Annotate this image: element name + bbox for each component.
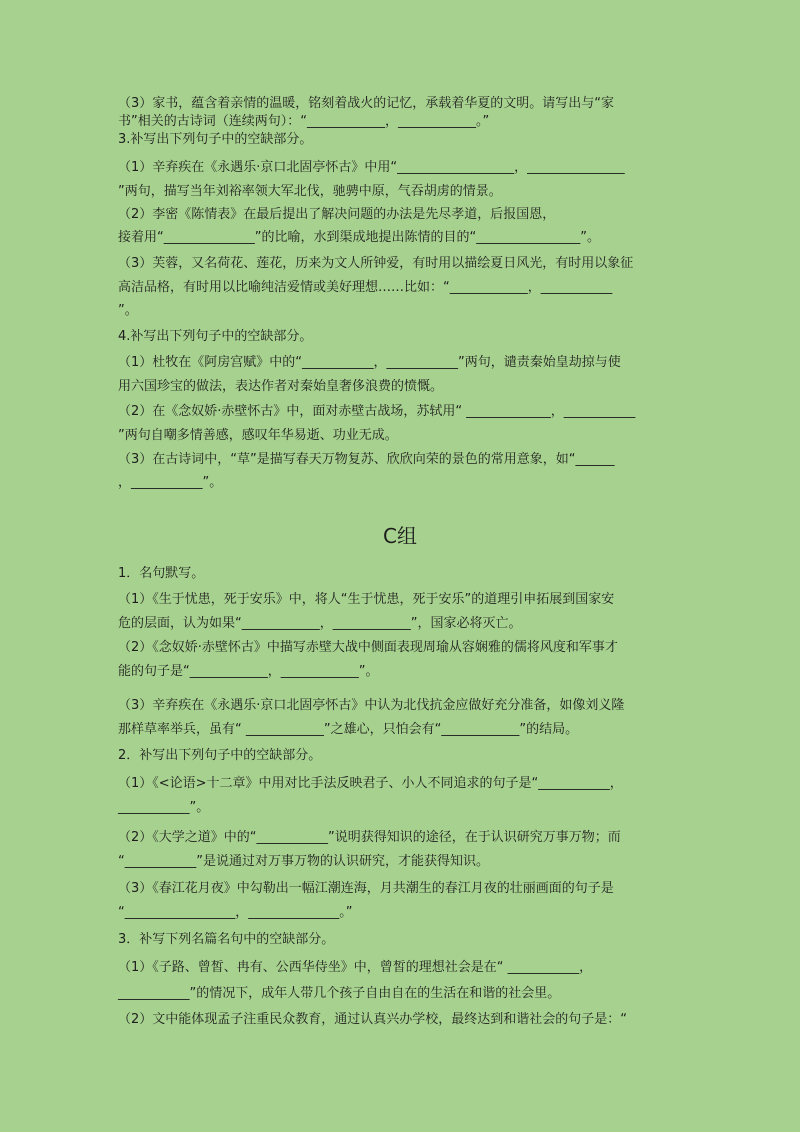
text-line: （1）辛弃疾在《永遇乐·京口北固亭怀古》中用“__________________，_______________ bbox=[118, 160, 625, 175]
text-line: （2）《念奴娇·赤壁怀古》中描写赤壁大战中侧面表现周瑜从容娴雅的儒将风度和军事才 bbox=[118, 640, 618, 655]
text-line: 危的层面，认为如果“____________，____________”，国家必将灭亡。 bbox=[118, 616, 522, 631]
text-line: （2）《大学之道》中的“___________”说明获得知识的途径，在于认识研究万事万物；而 bbox=[118, 830, 621, 845]
text-line: （1）杜牧在《阿房宫赋》中的“___________，___________”两句，谴责秦始皇劫掠与使 bbox=[118, 355, 621, 370]
text-line: ___________”。 bbox=[118, 800, 210, 815]
text-line: （2）李密《陈情表》在最后提出了解决问题的办法是先尽孝道，后报国恩， bbox=[118, 207, 556, 222]
text-line: ”两句自嘲多情善感，感叹年华易逝、功业无成。 bbox=[118, 428, 398, 443]
text-line: “_________________，______________。” bbox=[118, 905, 353, 920]
question-heading: 3．补写下列名篇名句中的空缺部分。 bbox=[118, 932, 335, 947]
question-heading: 2．补写出下列句子中的空缺部分。 bbox=[118, 748, 322, 763]
text-line: （3）芙蓉，又名荷花、莲花，历来为文人所钟爱，有时用以描绘夏日风光，有时用以象征 bbox=[118, 256, 634, 271]
text-line: ___________”的情况下，成年人带几个孩子自由自在的生活在和谐的社会里。 bbox=[118, 986, 561, 1001]
text-line: （1）《<论语>十二章》中用对比手法反映君子、小人不同追求的句子是“___________， bbox=[118, 776, 623, 791]
question-heading: 4.补写出下列句子中的空缺部分。 bbox=[118, 329, 313, 344]
text-line: 高洁品格，有时用以比喻纯洁爱情或美好理想……比如：“____________，___________ bbox=[118, 280, 613, 295]
text-line: （1）《生于忧患，死于安乐》中，将人“生于忧患，死于安乐”的道理引申拓展到国家安 bbox=[118, 592, 615, 607]
text-line: 用六国珍宝的做法，表达作者对秦始皇奢侈浪费的愤慨。 bbox=[118, 379, 444, 394]
text-line: 接着用“______________”的比喻，水到渠成地提出陈情的目的“________________”。 bbox=[118, 230, 600, 245]
text-line: ，___________”。 bbox=[118, 475, 223, 490]
text-line: “___________”是说通过对万事万物的认识研究，才能获得知识。 bbox=[118, 854, 489, 869]
text-line: （3）《春江花月夜》中勾勒出一幅江潮连海，月共潮生的春江月夜的壮丽画面的句子是 bbox=[118, 881, 614, 896]
text-line: 能的句子是“____________，____________”。 bbox=[118, 664, 379, 679]
text-line: （3）在古诗词中，“草”是描写春天万物复苏、欣欣向荣的景色的常用意象，如“______ bbox=[118, 452, 615, 467]
question-heading: 3.补写出下列句子中的空缺部分。 bbox=[118, 132, 313, 147]
text-line: （2）文中能体现孟子注重民众教育，通过认真兴办学校，最终达到和谐社会的句子是：“ bbox=[118, 1012, 628, 1027]
question-heading: 1．名句默写。 bbox=[118, 566, 205, 581]
text-line: （3）辛弃疾在《永遇乐·京口北固亭怀古》中认为北伐抗金应做好充分准备，如像刘义隆 bbox=[118, 698, 625, 713]
text-line: （1）《子路、曾皙、冉有、公西华侍坐》中，曾皙的理想社会是在“ ___________， bbox=[118, 960, 593, 975]
text-line: （2）在《念奴娇·赤壁怀古》中，面对赤壁古战场，苏轼用“ _____________，___________ bbox=[118, 404, 636, 419]
text-line: ”两句，描写当年刘裕率领大军北伐，驰骋中原，气吞胡虏的情景。 bbox=[118, 184, 502, 199]
section-title-c: C组 bbox=[383, 524, 417, 548]
text-line: （3）家书，蕴含着亲情的温暖，铭刻着战火的记忆，承载着华夏的文明。请写出与“家 bbox=[118, 96, 615, 111]
text-line: 书”相关的古诗词（连续两句）：“____________，____________。” bbox=[118, 114, 490, 129]
text-line: ”。 bbox=[118, 303, 138, 318]
text-line: 那样草率举兵，虽有“ ____________”之雄心，只怕会有“____________”的结局。 bbox=[118, 722, 579, 737]
